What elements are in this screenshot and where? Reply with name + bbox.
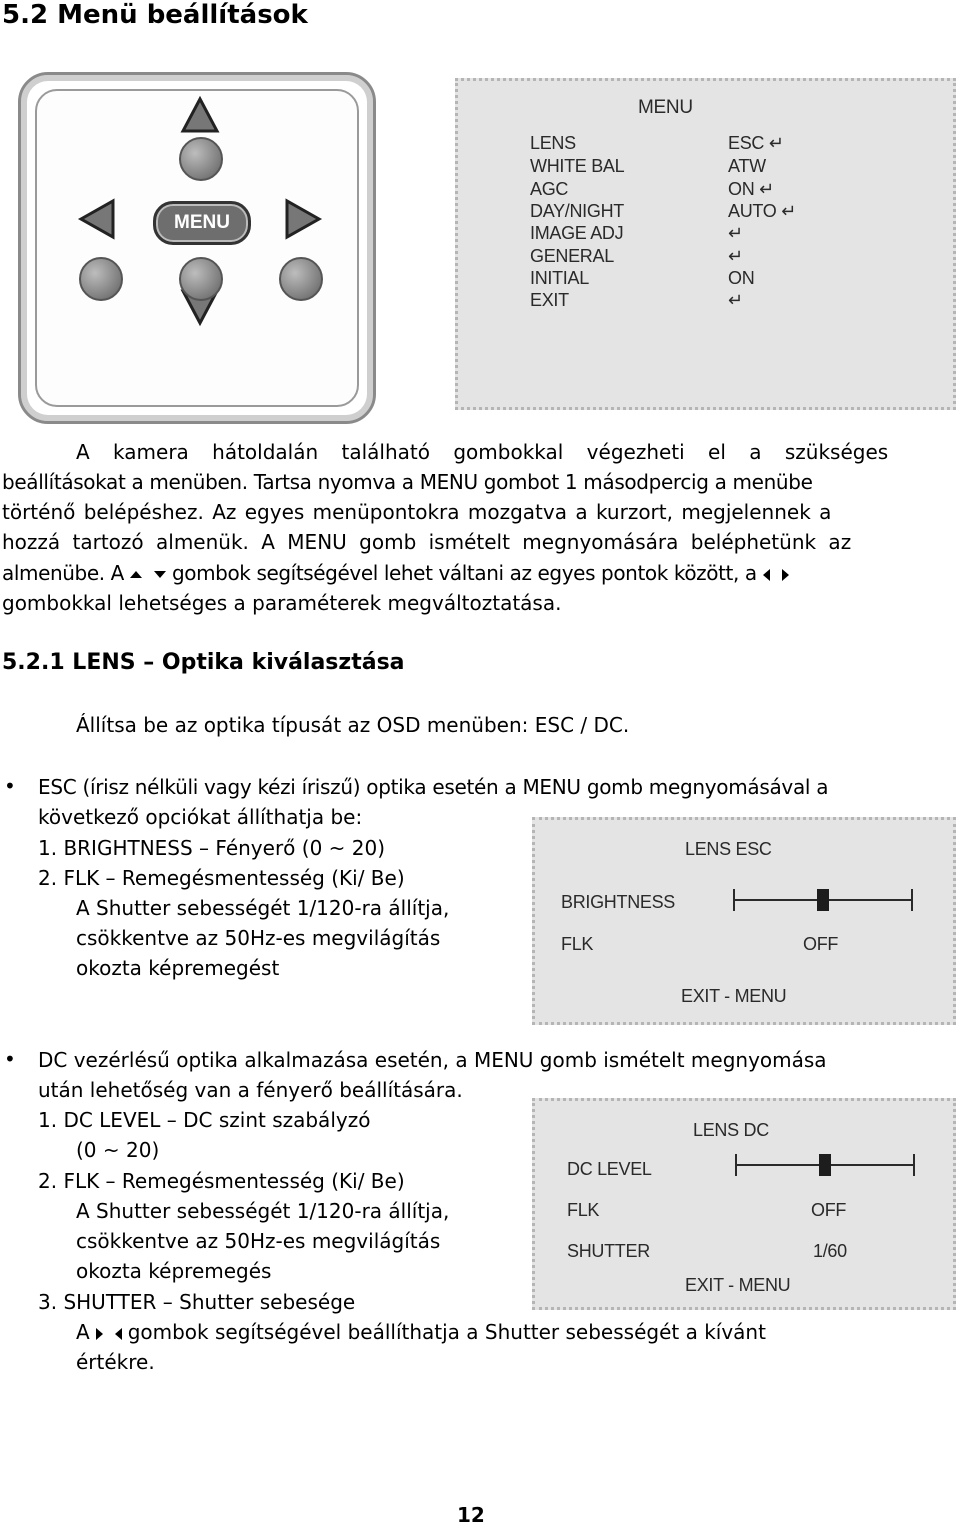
osd-value-initial: ON	[728, 268, 755, 288]
left-arrow-icon	[81, 201, 113, 237]
esc-item-2c: okozta képremegést	[76, 956, 280, 980]
enter-icon: ↵	[728, 246, 743, 266]
enter-icon: ↵	[728, 290, 743, 310]
osd-item-initial: INITIAL	[530, 268, 589, 288]
osd-dc-shutter-value: 1/60	[813, 1241, 847, 1261]
bullet-icon: •	[4, 1047, 16, 1071]
dc-item-2b: csökkentve az 50Hz-es megvilágítás	[76, 1229, 441, 1253]
right-arrow-icon	[287, 201, 319, 237]
enter-icon: ↵	[759, 179, 774, 199]
slider-end-tick	[911, 889, 913, 911]
esc-item-1: 1. BRIGHTNESS – Fényerő (0 ~ 20)	[38, 836, 386, 860]
osd-dc-flk-value: OFF	[811, 1200, 847, 1220]
up-triangle-icon	[130, 571, 142, 578]
osd-esc-brightness: BRIGHTNESS	[561, 892, 676, 912]
osd-dc-level: DC LEVEL	[567, 1159, 652, 1179]
dc-item-3: 3. SHUTTER – Shutter sebesége	[38, 1290, 356, 1314]
osd-dc-exit: EXIT - MENU	[685, 1275, 791, 1295]
osd-esc-flk-value: OFF	[803, 934, 839, 954]
osd-value-lens: ESC ↵	[728, 133, 784, 153]
esc-item-2a: A Shutter sebességét 1/120-ra állítja,	[76, 896, 450, 920]
osd-dc-flk: FLK	[567, 1200, 600, 1220]
right-round-button[interactable]	[279, 257, 323, 301]
osd-value-white-bal: ATW	[728, 156, 766, 176]
dc-item-1a: (0 ~ 20)	[76, 1138, 160, 1162]
dc-item-2: 2. FLK – Remegésmentesség (Ki/ Be)	[38, 1169, 405, 1193]
intro-line-1: A kamera hátoldalán található gombokkal végezheti el a szükséges	[76, 440, 889, 464]
osd-item-lens: LENS	[530, 133, 576, 153]
enter-icon: ↵	[728, 223, 743, 243]
osd-item-agc: AGC	[530, 179, 569, 199]
osd-main-title: MENU	[638, 97, 693, 118]
brightness-slider-handle[interactable]	[817, 889, 829, 911]
section-title: 5.2.1 LENS – Optika kiválasztása	[2, 650, 405, 675]
left-triangle-icon	[763, 569, 770, 581]
slider-start-tick	[733, 889, 735, 911]
osd-main-menu	[455, 78, 956, 410]
down-triangle-icon	[154, 571, 166, 578]
intro-line-6: gombokkal lehetséges a paraméterek megváltoztatása.	[2, 591, 562, 615]
osd-item-day-night: DAY/NIGHT	[530, 201, 624, 221]
osd-lens-esc	[532, 817, 956, 1025]
intro-line-5: almenübe. A gombok segítségével lehet váltani az egyes pontok között, a	[2, 558, 795, 588]
osd-esc-title: LENS ESC	[685, 839, 772, 859]
intro-line-4: hozzá tartozó almenük. A MENU gomb ismételt megnyomására beléphetünk az	[2, 530, 852, 554]
dc-item-2a: A Shutter sebességét 1/120-ra állítja,	[76, 1199, 450, 1223]
menu-button[interactable]: MENU	[153, 201, 251, 245]
osd-item-general: GENERAL	[530, 246, 614, 266]
enter-icon: ↵	[781, 201, 796, 221]
osd-lens-dc	[532, 1098, 956, 1310]
osd-dc-title: LENS DC	[693, 1120, 769, 1140]
bullet-icon: •	[4, 774, 16, 798]
dc-item-3a: A gombok segítségével beállíthatja a Shutter sebességét a kívánt	[76, 1320, 766, 1344]
esc-item-2b: csökkentve az 50Hz-es megvilágítás	[76, 926, 441, 950]
right-triangle-icon	[96, 1328, 103, 1340]
osd-esc-exit: EXIT - MENU	[681, 986, 787, 1006]
osd-item-image-adj: IMAGE ADJ	[530, 223, 624, 243]
esc-line-2: következő opciókat állíthatja be:	[38, 805, 363, 829]
dc-line-1: DC vezérlésű optika alkalmazása esetén, a MENU gomb ismételt megnyomása	[38, 1048, 827, 1072]
center-button[interactable]	[179, 257, 223, 301]
intro-line-3: történő belépéshez. Az egyes menüpontokra mozgatva a kurzort, megjelennek a	[2, 500, 832, 524]
section-subtitle: Állítsa be az optika típusát az OSD menüben: ESC / DC.	[76, 713, 630, 737]
osd-dc-shutter: SHUTTER	[567, 1241, 650, 1261]
osd-value-agc: ON ↵	[728, 179, 774, 199]
left-round-button[interactable]	[79, 257, 123, 301]
dc-item-3b: értékre.	[76, 1350, 155, 1374]
left-triangle-icon	[115, 1328, 122, 1340]
slider-end-tick	[913, 1154, 915, 1176]
dc-level-slider-handle[interactable]	[819, 1154, 831, 1176]
right-triangle-icon	[782, 569, 789, 581]
osd-item-exit: EXIT	[530, 290, 569, 310]
enter-icon: ↵	[768, 133, 784, 153]
osd-esc-flk: FLK	[561, 934, 594, 954]
intro-line-2: beállításokat a menüben. Tartsa nyomva a MENU gombot 1 másodpercig a menübe	[2, 470, 813, 494]
up-arrow-icon	[183, 99, 217, 131]
esc-line-1: ESC (írisz nélküli vagy kézi íriszű) optika esetén a MENU gomb megnyomásával a	[38, 775, 829, 799]
page-number: 12	[457, 1503, 485, 1527]
esc-item-2: 2. FLK – Remegésmentesség (Ki/ Be)	[38, 866, 405, 890]
osd-value-day-night: AUTO ↵	[728, 201, 796, 221]
slider-start-tick	[735, 1154, 737, 1176]
dc-line-2: után lehetőség van a fényerő beállítására.	[38, 1078, 463, 1102]
dc-item-1: 1. DC LEVEL – DC szint szabályzó	[38, 1108, 371, 1132]
control-pad	[18, 72, 376, 424]
up-button[interactable]	[179, 137, 223, 181]
osd-item-white-bal: WHITE BAL	[530, 156, 625, 176]
page-title: 5.2 Menü beállítások	[2, 0, 308, 30]
dc-item-2c: okozta képremegés	[76, 1259, 272, 1283]
